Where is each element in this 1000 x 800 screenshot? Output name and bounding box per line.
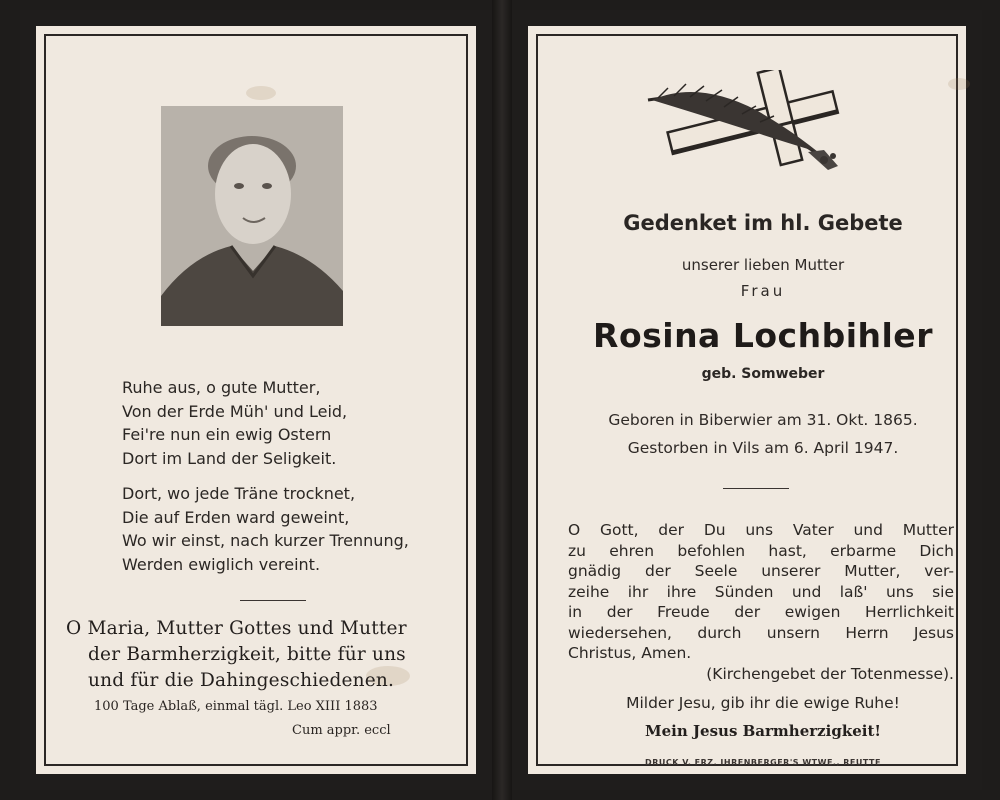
approval-note: Cum appr. eccl	[292, 723, 391, 738]
birth-line: Geboren in Biberwier am 31. Okt. 1865.	[608, 411, 918, 429]
cross-with-palm-frond-icon	[638, 70, 848, 180]
memorial-card-left-panel	[20, 10, 492, 790]
paper-stain	[246, 86, 276, 100]
poem-line: Wo wir einst, nach kurzer Trennung,	[122, 531, 409, 550]
death-line: Gestorben in Vils am 6. April 1947.	[627, 439, 899, 457]
poem-line: Dort im Land der Seligkeit.	[122, 448, 337, 468]
prayer-line: wiedersehen, durch unsern Herrn Jesus	[568, 623, 954, 642]
poem-line: Fei're nun ein ewig Ostern	[122, 425, 332, 444]
portrait-photo	[161, 106, 343, 326]
portrait-icon	[161, 106, 343, 326]
prayer-line: zu ehren befohlen hast, erbarme Dich	[568, 541, 954, 560]
prayer-source: (Kirchengebet der Totenmesse).	[706, 664, 954, 683]
subline-title: Frau	[740, 282, 786, 300]
paper-stain	[948, 78, 970, 90]
divider-rule	[723, 488, 789, 489]
poem-line: Dort, wo jede Träne trocknet,	[122, 484, 356, 503]
rest-invocation: Milder Jesu, gib ihr die ewige Ruhe!	[626, 694, 900, 712]
poem-line: Die auf Erden ward geweint,	[122, 507, 350, 527]
indulgence-note: 100 Tage Ablaß, einmal tägl. Leo XIII 1883	[94, 699, 378, 714]
mass-prayer	[568, 520, 954, 684]
poem-stanza	[122, 376, 482, 470]
poem-line: Ruhe aus, o gute Mutter,	[122, 378, 321, 397]
card-fold	[492, 0, 512, 800]
deceased-name: Rosina Lochbihler	[593, 316, 933, 355]
poem-line: Werden ewiglich vereint.	[122, 554, 321, 574]
heading: Gedenket im hl. Gebete	[623, 211, 903, 235]
poem	[122, 376, 482, 588]
prayer-line: O Gott, der Du uns Vater und Mutter	[568, 521, 954, 539]
poem-line: Von der Erde Müh' und Leid,	[122, 401, 348, 421]
poem-stanza	[122, 482, 482, 576]
prayer-line: und für die Dahingeschiedenen.	[88, 670, 395, 691]
prayer-line: O Maria, Mutter Gottes und Mutter	[66, 618, 407, 639]
prayer-line: gnädig der Seele unserer Mutter, ver-	[568, 562, 954, 580]
maiden-name: geb. Somweber	[701, 366, 825, 382]
memorial-card-right-panel	[512, 10, 982, 790]
marian-prayer	[66, 616, 476, 694]
subline: unserer lieben Mutter	[681, 256, 845, 274]
printer-imprint: DRUCK V. FRZ. IHRENBERGER'S WTWE., REUTTE	[645, 758, 881, 767]
prayer-line: Christus, Amen.	[568, 644, 692, 662]
prayer-line: in der Freude der ewigen Herrlichkeit	[568, 603, 954, 621]
prayer-line: der Barmherzigkeit, bitte für uns	[88, 644, 406, 665]
divider-rule	[240, 600, 306, 601]
prayer-line: zeihe ihr ihre Sünden und laß' uns sie	[568, 582, 954, 601]
mercy-invocation: Mein Jesus Barmherzigkeit!	[644, 722, 881, 740]
